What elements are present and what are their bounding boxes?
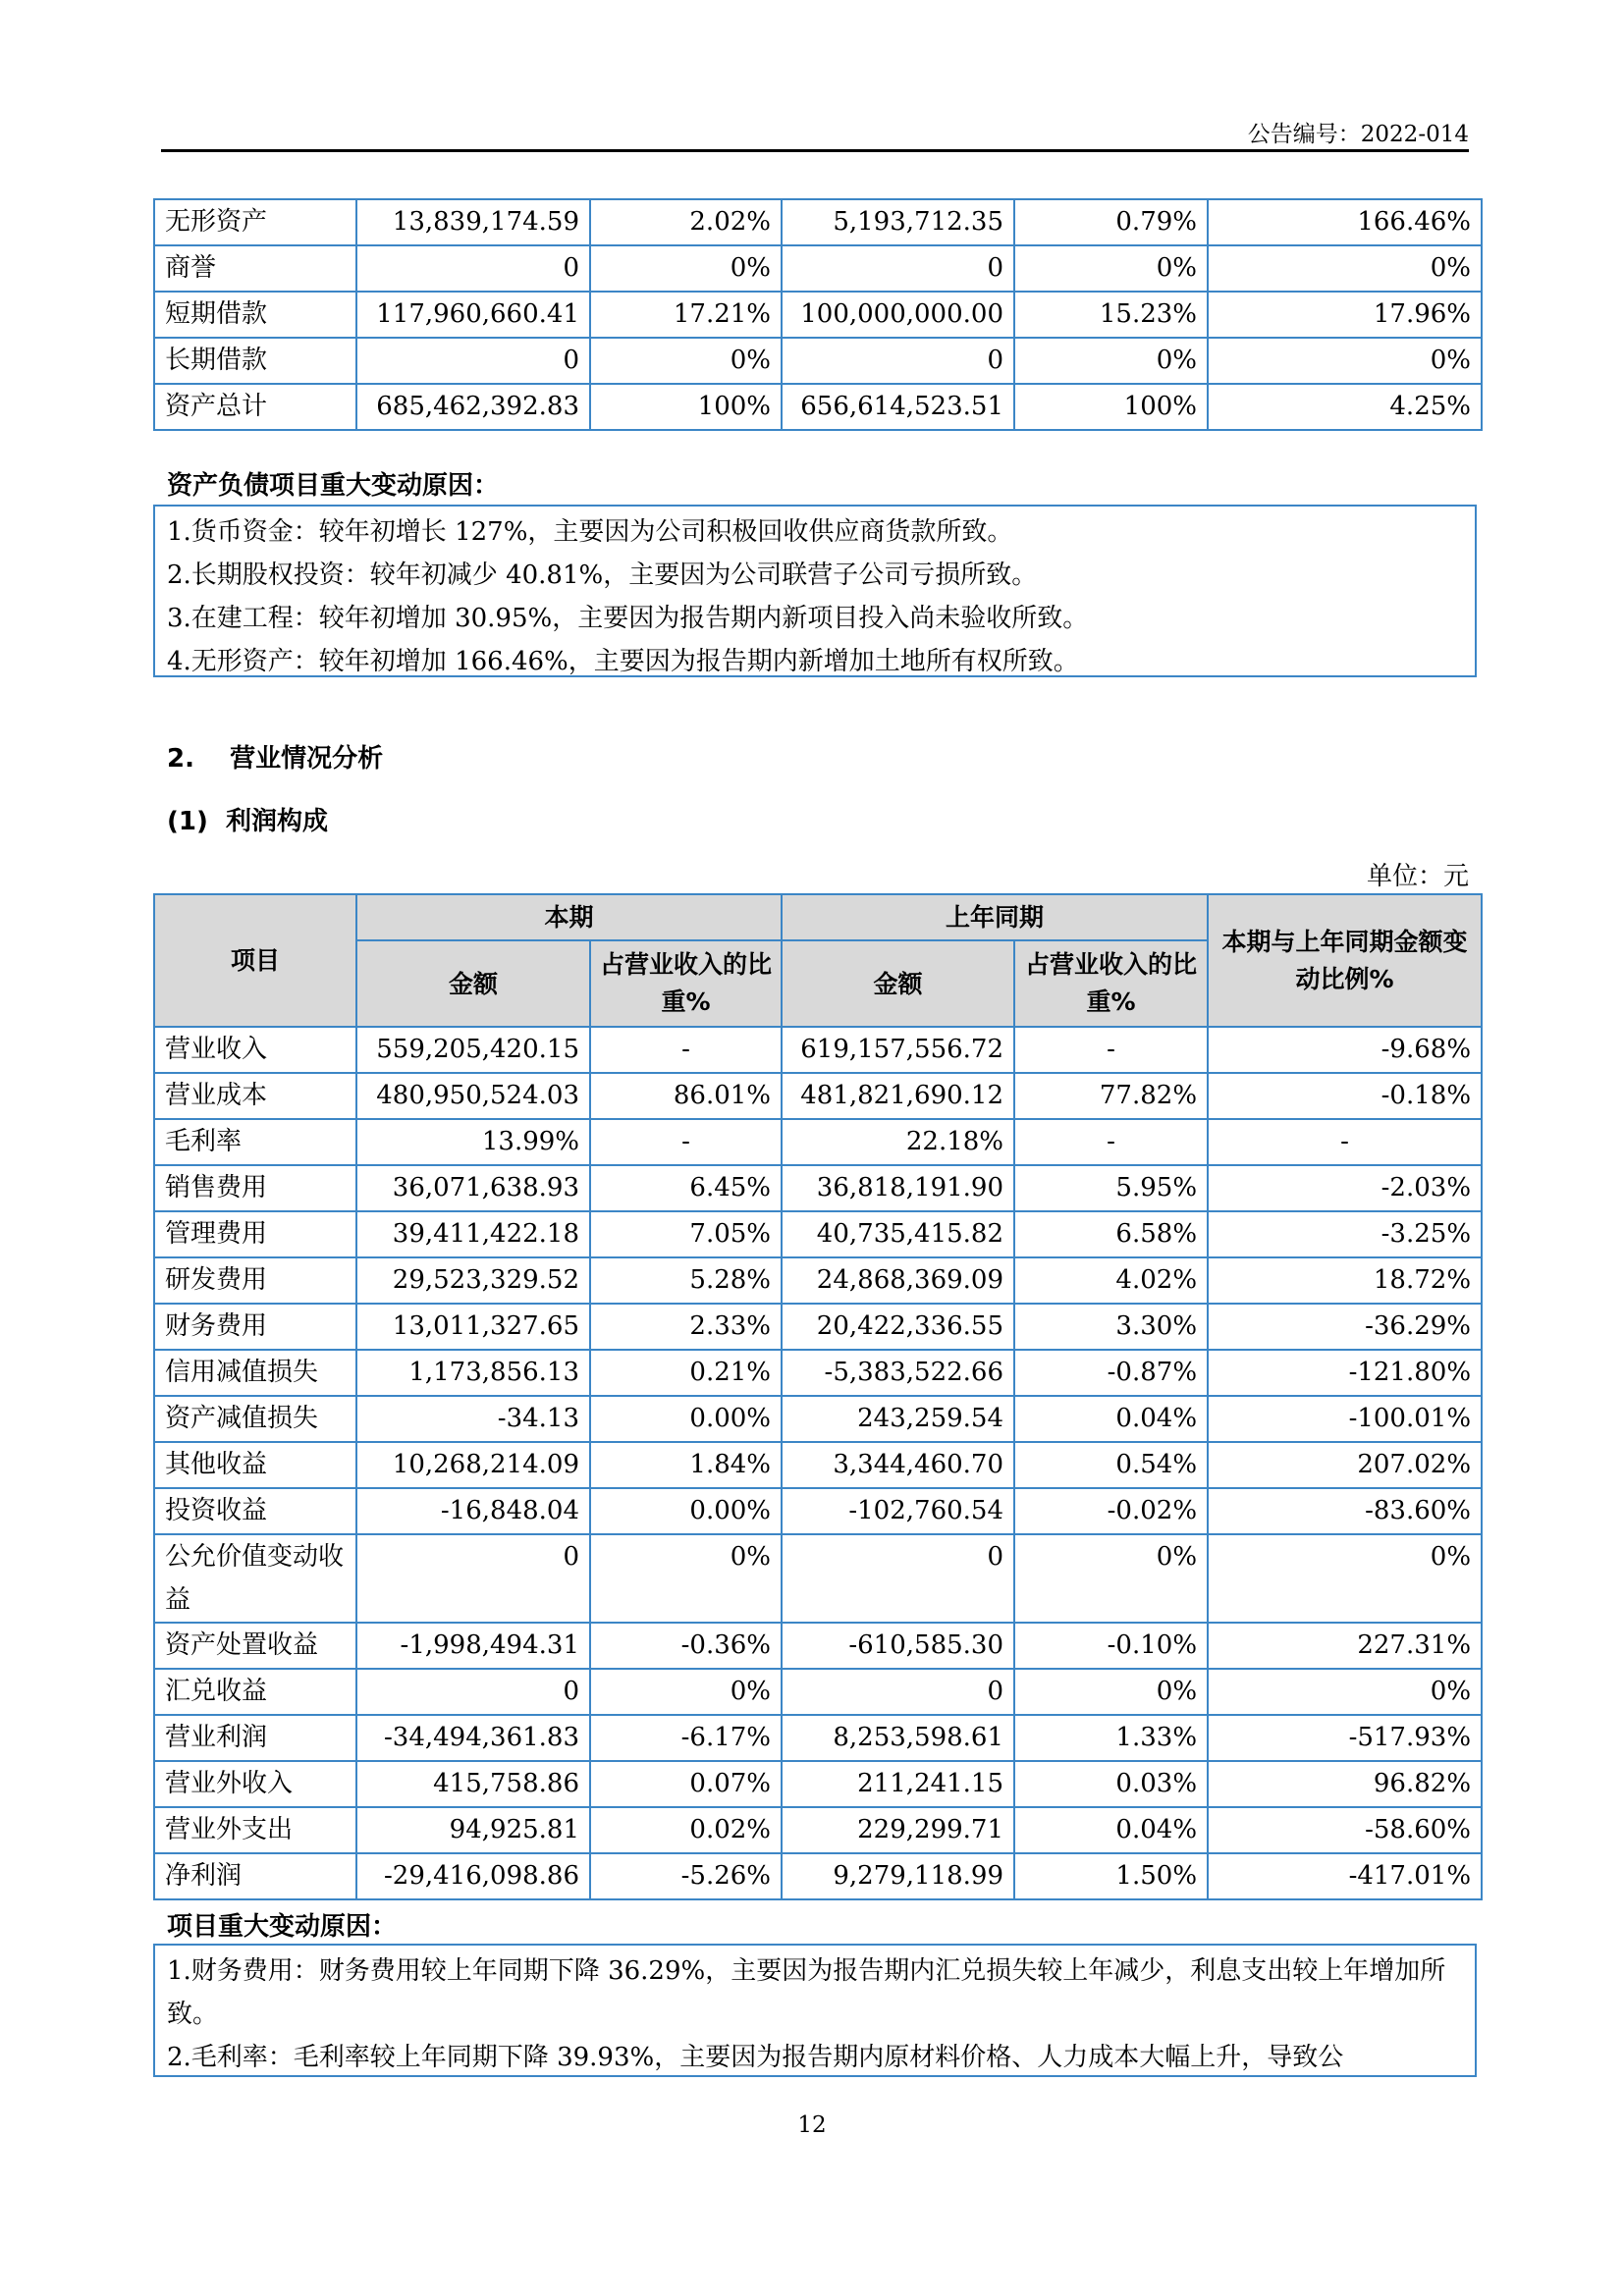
cell-item: 毛利率 (154, 1119, 356, 1165)
table-row (154, 1807, 1482, 1853)
cell-cur-amount: -16,848.04 (356, 1488, 590, 1534)
page-number: 12 (797, 2112, 827, 2138)
cell-item: 无形资产 (154, 199, 356, 245)
header-cur-amount: 金额 (356, 940, 590, 1027)
profit-reasons-heading: 项目重大变动原因： (167, 1912, 398, 1942)
cell-prev-amount: 656,614,523.51 (782, 384, 1014, 430)
cell-cur-amount: 559,205,420.15 (356, 1027, 590, 1073)
cell-change: 0% (1208, 1669, 1482, 1715)
cell-item: 汇兑收益 (154, 1669, 356, 1715)
cell-item: 营业成本 (154, 1073, 356, 1119)
table-row (154, 1442, 1482, 1488)
cell-cur-ratio: 2.02% (590, 199, 782, 245)
cell-cur-ratio: 2.33% (590, 1304, 782, 1350)
assets-reason-line: 1.货币资金：较年初增长 127%，主要因为公司积极回收供应商货款所致。 (167, 517, 1013, 547)
cell-prev-ratio: 0% (1014, 245, 1208, 292)
cell-cur-amount: 0 (356, 1669, 590, 1715)
cell-cur-amount: 117,960,660.41 (356, 292, 590, 338)
table-row (154, 1119, 1482, 1165)
table-row (154, 1396, 1482, 1442)
cell-item: 营业利润 (154, 1715, 356, 1761)
cell-cur-ratio: 0.00% (590, 1396, 782, 1442)
cell-prev-ratio: - (1014, 1027, 1208, 1073)
header-cur-ratio: 占营业收入的比重% (590, 940, 782, 1027)
table-row (154, 1761, 1482, 1807)
cell-cur-amount: 685,462,392.83 (356, 384, 590, 430)
cell-prev-amount: 211,241.15 (782, 1761, 1014, 1807)
cell-cur-ratio: -5.26% (590, 1853, 782, 1899)
cell-prev-ratio: - (1014, 1119, 1208, 1165)
cell-cur-ratio: 6.45% (590, 1165, 782, 1211)
cell-item: 长期借款 (154, 338, 356, 384)
table-row (154, 1623, 1482, 1669)
assets-reason-line: 2.长期股权投资：较年初减少 40.81%，主要因为公司联营子公司亏损所致。 (167, 561, 1038, 590)
cell-cur-ratio: 7.05% (590, 1211, 782, 1257)
cell-change: -100.01% (1208, 1396, 1482, 1442)
cell-change: -0.18% (1208, 1073, 1482, 1119)
cell-prev-ratio: 0% (1014, 1534, 1208, 1623)
assets-reason-line: 4.无形资产：较年初增加 166.46%，主要因为报告期内新增加土地所有权所致。 (167, 647, 1079, 676)
cell-cur-ratio: 0.07% (590, 1761, 782, 1807)
cell-prev-amount: 3,344,460.70 (782, 1442, 1014, 1488)
table-row (154, 1257, 1482, 1304)
cell-prev-amount: 243,259.54 (782, 1396, 1014, 1442)
notice-number: 公告编号：2022-014 (1247, 122, 1469, 147)
cell-cur-amount: 415,758.86 (356, 1761, 590, 1807)
cell-cur-amount: 13.99% (356, 1119, 590, 1165)
table-row (154, 199, 1482, 245)
cell-prev-ratio: 0.04% (1014, 1396, 1208, 1442)
cell-change: -517.93% (1208, 1715, 1482, 1761)
cell-cur-amount: -1,998,494.31 (356, 1623, 590, 1669)
cell-prev-amount: 40,735,415.82 (782, 1211, 1014, 1257)
cell-change: -417.01% (1208, 1853, 1482, 1899)
cell-item: 信用减值损失 (154, 1350, 356, 1396)
cell-prev-ratio: -0.10% (1014, 1623, 1208, 1669)
profit-table (153, 893, 1483, 1900)
cell-change: 17.96% (1208, 292, 1482, 338)
assets-reason-line: 3.在建工程：较年初增加 30.95%，主要因为报告期内新项目投入尚未验收所致。 (167, 604, 1089, 633)
cell-item: 公允价值变动收益 (154, 1534, 356, 1623)
cell-item: 投资收益 (154, 1488, 356, 1534)
cell-prev-ratio: 0.04% (1014, 1807, 1208, 1853)
assets-table (153, 198, 1483, 431)
cell-cur-amount: -29,416,098.86 (356, 1853, 590, 1899)
profit-reason-line: 1.财务费用：财务费用较上年同期下降 36.29%，主要因为报告期内汇兑损失较上年减少，利息支出较上年增加所致。 (167, 1956, 1446, 2029)
cell-item: 销售费用 (154, 1165, 356, 1211)
cell-change: 0% (1208, 338, 1482, 384)
cell-prev-ratio: 3.30% (1014, 1304, 1208, 1350)
cell-prev-amount: 5,193,712.35 (782, 199, 1014, 245)
cell-item: 管理费用 (154, 1211, 356, 1257)
cell-change: 207.02% (1208, 1442, 1482, 1488)
cell-item: 净利润 (154, 1853, 356, 1899)
header-rule (161, 149, 1469, 152)
cell-cur-ratio: - (590, 1027, 782, 1073)
cell-prev-ratio: 0.54% (1014, 1442, 1208, 1488)
cell-prev-ratio: 4.02% (1014, 1257, 1208, 1304)
cell-cur-ratio: -0.36% (590, 1623, 782, 1669)
cell-prev-amount: -102,760.54 (782, 1488, 1014, 1534)
cell-prev-ratio: 5.95% (1014, 1165, 1208, 1211)
cell-prev-amount: 24,868,369.09 (782, 1257, 1014, 1304)
table-row (154, 1211, 1482, 1257)
cell-change: - (1208, 1119, 1482, 1165)
section-title: 2. 营业情况分析 (167, 744, 384, 774)
cell-prev-ratio: 15.23% (1014, 292, 1208, 338)
cell-cur-amount: 29,523,329.52 (356, 1257, 590, 1304)
cell-prev-ratio: 1.50% (1014, 1853, 1208, 1899)
cell-item: 短期借款 (154, 292, 356, 338)
unit-label: 单位：元 (1366, 862, 1469, 891)
cell-cur-amount: 0 (356, 1534, 590, 1623)
header-prev-ratio: 占营业收入的比重% (1014, 940, 1208, 1027)
cell-cur-ratio: 100% (590, 384, 782, 430)
cell-prev-ratio: 0.79% (1014, 199, 1208, 245)
cell-cur-ratio: -6.17% (590, 1715, 782, 1761)
cell-change: 4.25% (1208, 384, 1482, 430)
cell-prev-ratio: 0% (1014, 1669, 1208, 1715)
cell-cur-amount: 10,268,214.09 (356, 1442, 590, 1488)
cell-cur-amount: 480,950,524.03 (356, 1073, 590, 1119)
cell-change: -3.25% (1208, 1211, 1482, 1257)
table-row (154, 1853, 1482, 1899)
cell-cur-ratio: 17.21% (590, 292, 782, 338)
cell-cur-amount: 36,071,638.93 (356, 1165, 590, 1211)
cell-prev-amount: 0 (782, 245, 1014, 292)
header-current: 本期 (356, 894, 782, 940)
cell-prev-amount: 9,279,118.99 (782, 1853, 1014, 1899)
table-row (154, 245, 1482, 292)
cell-cur-amount: -34.13 (356, 1396, 590, 1442)
cell-item: 营业外支出 (154, 1807, 356, 1853)
cell-item: 资产总计 (154, 384, 356, 430)
table-row (154, 1715, 1482, 1761)
cell-prev-ratio: 0.03% (1014, 1761, 1208, 1807)
cell-prev-amount: 481,821,690.12 (782, 1073, 1014, 1119)
cell-prev-amount: 8,253,598.61 (782, 1715, 1014, 1761)
cell-cur-amount: 39,411,422.18 (356, 1211, 590, 1257)
cell-cur-ratio: 0.00% (590, 1488, 782, 1534)
cell-prev-ratio: -0.87% (1014, 1350, 1208, 1396)
cell-prev-amount: 22.18% (782, 1119, 1014, 1165)
header-previous: 上年同期 (782, 894, 1208, 940)
table-row (154, 292, 1482, 338)
cell-prev-ratio: 1.33% (1014, 1715, 1208, 1761)
cell-cur-amount: 13,839,174.59 (356, 199, 590, 245)
cell-cur-amount: 0 (356, 338, 590, 384)
cell-change: -9.68% (1208, 1027, 1482, 1073)
cell-change: -2.03% (1208, 1165, 1482, 1211)
cell-item: 营业外收入 (154, 1761, 356, 1807)
cell-cur-ratio: 5.28% (590, 1257, 782, 1304)
cell-cur-ratio: 0% (590, 1534, 782, 1623)
cell-cur-ratio: 0.21% (590, 1350, 782, 1396)
cell-prev-amount: 36,818,191.90 (782, 1165, 1014, 1211)
table-row (154, 1165, 1482, 1211)
cell-item: 资产减值损失 (154, 1396, 356, 1442)
cell-change: 18.72% (1208, 1257, 1482, 1304)
cell-prev-amount: 20,422,336.55 (782, 1304, 1014, 1350)
header-item: 项目 (154, 894, 356, 1027)
table-row (154, 1073, 1482, 1119)
table-row (154, 1304, 1482, 1350)
cell-item: 商誉 (154, 245, 356, 292)
cell-item: 资产处置收益 (154, 1623, 356, 1669)
cell-prev-amount: -610,585.30 (782, 1623, 1014, 1669)
section-subtitle: (1) 利润构成 (167, 807, 328, 836)
cell-cur-amount: -34,494,361.83 (356, 1715, 590, 1761)
cell-change: 166.46% (1208, 199, 1482, 245)
cell-change: 0% (1208, 245, 1482, 292)
assets-reasons-box (153, 505, 1477, 677)
table-row (154, 1534, 1482, 1623)
cell-prev-amount: 0 (782, 1534, 1014, 1623)
cell-prev-ratio: -0.02% (1014, 1488, 1208, 1534)
cell-item: 其他收益 (154, 1442, 356, 1488)
cell-prev-ratio: 100% (1014, 384, 1208, 430)
cell-cur-ratio: - (590, 1119, 782, 1165)
cell-cur-ratio: 1.84% (590, 1442, 782, 1488)
cell-prev-amount: 229,299.71 (782, 1807, 1014, 1853)
table-row (154, 1488, 1482, 1534)
cell-item: 研发费用 (154, 1257, 356, 1304)
profit-reasons-box (153, 1944, 1477, 2077)
cell-change: -121.80% (1208, 1350, 1482, 1396)
cell-change: 0% (1208, 1534, 1482, 1623)
cell-prev-ratio: 0% (1014, 338, 1208, 384)
cell-cur-amount: 13,011,327.65 (356, 1304, 590, 1350)
table-row (154, 1669, 1482, 1715)
cell-cur-ratio: 0% (590, 1669, 782, 1715)
header-prev-amount: 金额 (782, 940, 1014, 1027)
cell-prev-ratio: 77.82% (1014, 1073, 1208, 1119)
profit-reason-line: 2.毛利率：毛利率较上年同期下降 39.93%，主要因为报告期内原材料价格、人力成本大幅上升，导致公 (167, 2043, 1344, 2072)
cell-item: 营业收入 (154, 1027, 356, 1073)
cell-cur-amount: 94,925.81 (356, 1807, 590, 1853)
cell-change: 96.82% (1208, 1761, 1482, 1807)
cell-prev-amount: 0 (782, 1669, 1014, 1715)
cell-cur-amount: 1,173,856.13 (356, 1350, 590, 1396)
cell-prev-amount: -5,383,522.66 (782, 1350, 1014, 1396)
cell-change: -83.60% (1208, 1488, 1482, 1534)
cell-change: -58.60% (1208, 1807, 1482, 1853)
cell-cur-amount: 0 (356, 245, 590, 292)
cell-cur-ratio: 0% (590, 338, 782, 384)
cell-change: 227.31% (1208, 1623, 1482, 1669)
table-row (154, 384, 1482, 430)
assets-reasons-heading: 资产负债项目重大变动原因： (167, 471, 500, 501)
cell-cur-ratio: 0.02% (590, 1807, 782, 1853)
cell-prev-ratio: 6.58% (1014, 1211, 1208, 1257)
cell-cur-ratio: 86.01% (590, 1073, 782, 1119)
table-row (154, 338, 1482, 384)
cell-prev-amount: 0 (782, 338, 1014, 384)
table-row (154, 1027, 1482, 1073)
header-change: 本期与上年同期金额变动比例% (1208, 894, 1482, 1027)
cell-prev-amount: 100,000,000.00 (782, 292, 1014, 338)
cell-cur-ratio: 0% (590, 245, 782, 292)
cell-prev-amount: 619,157,556.72 (782, 1027, 1014, 1073)
table-row (154, 1350, 1482, 1396)
cell-item: 财务费用 (154, 1304, 356, 1350)
cell-change: -36.29% (1208, 1304, 1482, 1350)
